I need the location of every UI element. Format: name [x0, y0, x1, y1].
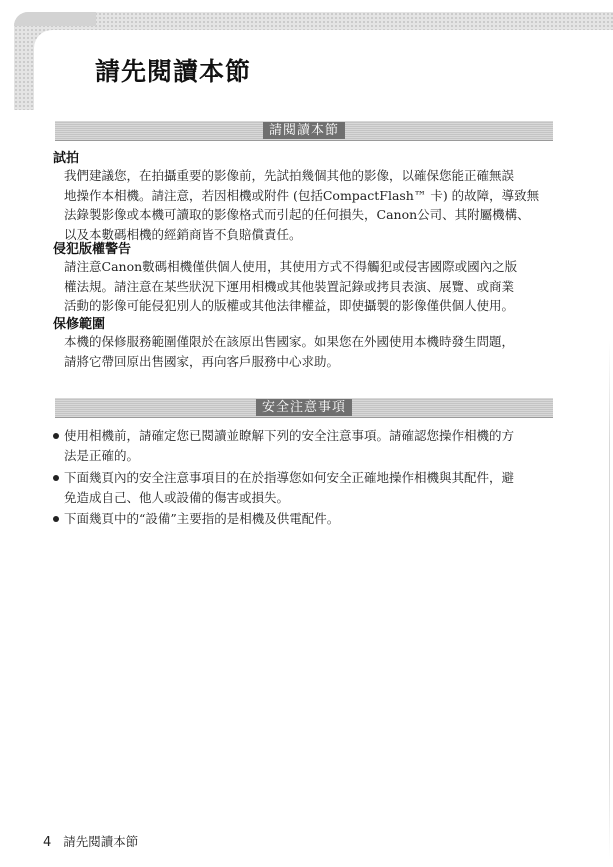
header-tab-decoration — [14, 12, 96, 26]
text-line: 以及本數碼相機的經銷商皆不負賠償責任。 — [64, 226, 302, 242]
text-line: 請注意Canon數碼相機僅供個人使用，其使用方式不得觸犯或侵害國際或國內之版 — [64, 259, 518, 274]
footer-section-name: 請先閱讀本節 — [63, 834, 139, 849]
text-line: 權法規。請注意在某些狀況下運用相機或其他裝置記錄或拷貝表演、展覽、或商業 — [64, 278, 515, 294]
section-bar-read-this — [55, 121, 553, 141]
list-item — [53, 468, 553, 507]
text-line: 地操作本相機。請注意，若因相機或附件 (包括CompactFlash™ 卡) 的故障，導致無 — [64, 187, 540, 203]
paragraph-test-shots — [64, 166, 552, 244]
text-line: 活動的影像可能侵犯別人的版權或其他法律權益，即使攝製的影像僅供個人使用。 — [64, 298, 515, 313]
text-line: 請將它帶回原出售國家，再向客戶服務中心求助。 — [64, 353, 340, 369]
text-line: 免造成自己、他人或設備的傷害或損失。 — [64, 489, 290, 505]
page-number: 4 — [43, 835, 52, 850]
bullet-icon — [53, 516, 59, 522]
bullet-icon — [53, 475, 59, 481]
page-title: 請先閱讀本節 — [95, 57, 252, 86]
list-item — [53, 509, 553, 529]
text-line: 下面幾頁內的安全注意事項目的在於指導您如何安全正確地操作相機與其配件，避 — [64, 470, 515, 485]
bullet-icon — [53, 433, 59, 439]
text-line: 下面幾頁中的“設備”主要指的是相機及供電配件。 — [64, 511, 340, 526]
section-title-read-this: 請閱讀本節 — [263, 122, 345, 139]
section-bar-safety — [55, 398, 553, 418]
text-line: 使用相機前，請確定您已閱讀並瞭解下列的安全注意事項。請確認您操作相機的方 — [64, 428, 515, 443]
text-line: 法是正確的。 — [64, 447, 140, 463]
heading-test-shots: 試拍 — [53, 151, 80, 166]
list-item — [53, 426, 553, 465]
text-line: 法錄製影像或本機可讀取的影像格式而引起的任何損失，Canon公司、其附屬機構、 — [64, 207, 530, 222]
text-line: 我們建議您，在拍攝重要的影像前，先試拍幾個其他的影像，以確保您能正確無誤 — [64, 168, 515, 183]
text-line: 本機的保修服務範圍僅限於在該原出售國家。如果您在外國使用本機時發生問題， — [64, 334, 515, 349]
page-footer — [43, 832, 138, 850]
scan-edge-line — [609, 340, 610, 860]
paragraph-copyright-warning — [64, 257, 552, 316]
section-title-safety: 安全注意事項 — [256, 399, 352, 416]
paragraph-warranty — [64, 332, 552, 371]
heading-warranty: 保修範圍 — [53, 317, 106, 332]
heading-copyright-warning: 侵犯版權警告 — [53, 242, 132, 257]
